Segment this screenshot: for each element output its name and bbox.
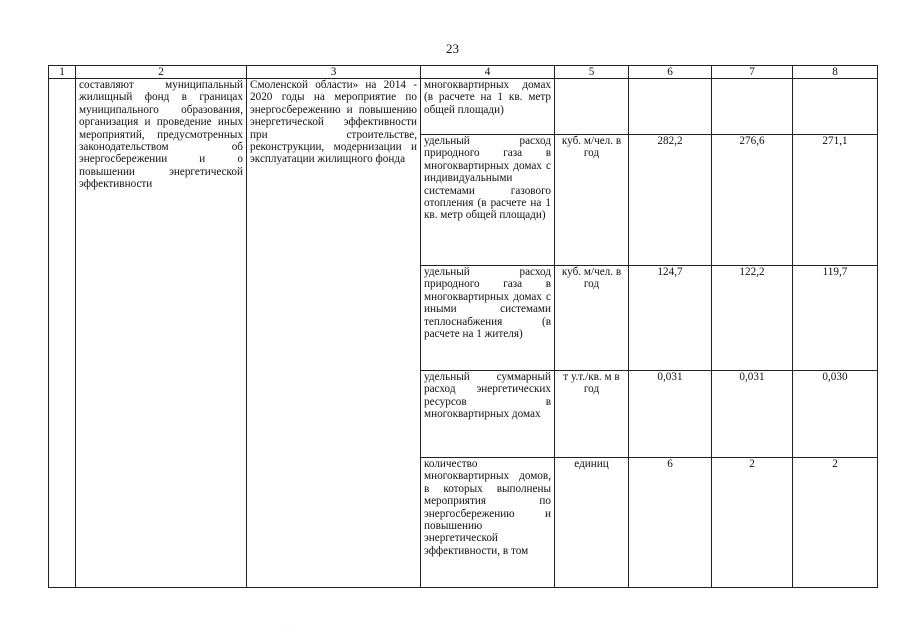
value-cell-7 [712, 79, 793, 135]
col1-cell [49, 79, 76, 588]
value-cell-7: 2 [712, 458, 793, 588]
value-cell-8: 0,030 [793, 371, 878, 458]
col2-text: составляют муниципальный жилищный фонд в границах муниципального образования, организация и проведение иных мероприятий, предусмотренных законодательством об энергосбережении и о повышении энергетической эффективности [76, 79, 247, 588]
page-number: 23 [446, 41, 459, 56]
unit-cell: т у.т./кв. м в год [555, 371, 629, 458]
unit-cell: куб. м/чел. в год [555, 135, 629, 266]
header-cell: 7 [712, 66, 793, 79]
unit-cell: куб. м/чел. в год [555, 266, 629, 371]
value-cell-6 [629, 79, 712, 135]
table-row [49, 79, 878, 135]
indicators-table [48, 65, 878, 588]
value-cell-8: 119,7 [793, 266, 878, 371]
indicator-cell: многоквартирных домах (в расчете на 1 кв. метр общей площади) [421, 79, 555, 135]
table-header-row [49, 66, 878, 79]
value-cell-7: 122,2 [712, 266, 793, 371]
col3-text: Смоленской области» на 2014 - 2020 годы на мероприятие по энергосбережению и повышению энергетической эффективности при строительстве, реконструкции, модернизации и эксплуатации жилищного фонда [247, 79, 421, 588]
value-cell-8: 271,1 [793, 135, 878, 266]
header-cell: 6 [629, 66, 712, 79]
value-cell-7: 276,6 [712, 135, 793, 266]
header-cell: 1 [49, 66, 76, 79]
value-cell-8 [793, 79, 878, 135]
value-cell-8: 2 [793, 458, 878, 588]
indicator-cell: количество многоквартирных домов, в которых выполнены мероприятия по энергосбережению и повышению энергетической эффективности, в том [421, 458, 555, 588]
unit-cell: единиц [555, 458, 629, 588]
header-cell: 3 [247, 66, 421, 79]
indicator-cell: удельный расход природного газа в многоквартирных домах с иными системами теплоснабжения (в расчете на 1 жителя) [421, 266, 555, 371]
indicator-cell: удельный суммарный расход энергетических ресурсов в многоквартирных домах [421, 371, 555, 458]
header-cell: 8 [793, 66, 878, 79]
value-cell-7: 0,031 [712, 371, 793, 458]
indicator-cell: удельный расход природного газа в многоквартирных домах с индивидуальными системами газового отопления (в расчете на 1 кв. метр общей площади) [421, 135, 555, 266]
unit-cell [555, 79, 629, 135]
header-cell: 5 [555, 66, 629, 79]
value-cell-6: 6 [629, 458, 712, 588]
scan-speck: · [287, 624, 289, 630]
value-cell-6: 124,7 [629, 266, 712, 371]
header-cell: 4 [421, 66, 555, 79]
header-cell: 2 [76, 66, 247, 79]
value-cell-6: 282,2 [629, 135, 712, 266]
value-cell-6: 0,031 [629, 371, 712, 458]
